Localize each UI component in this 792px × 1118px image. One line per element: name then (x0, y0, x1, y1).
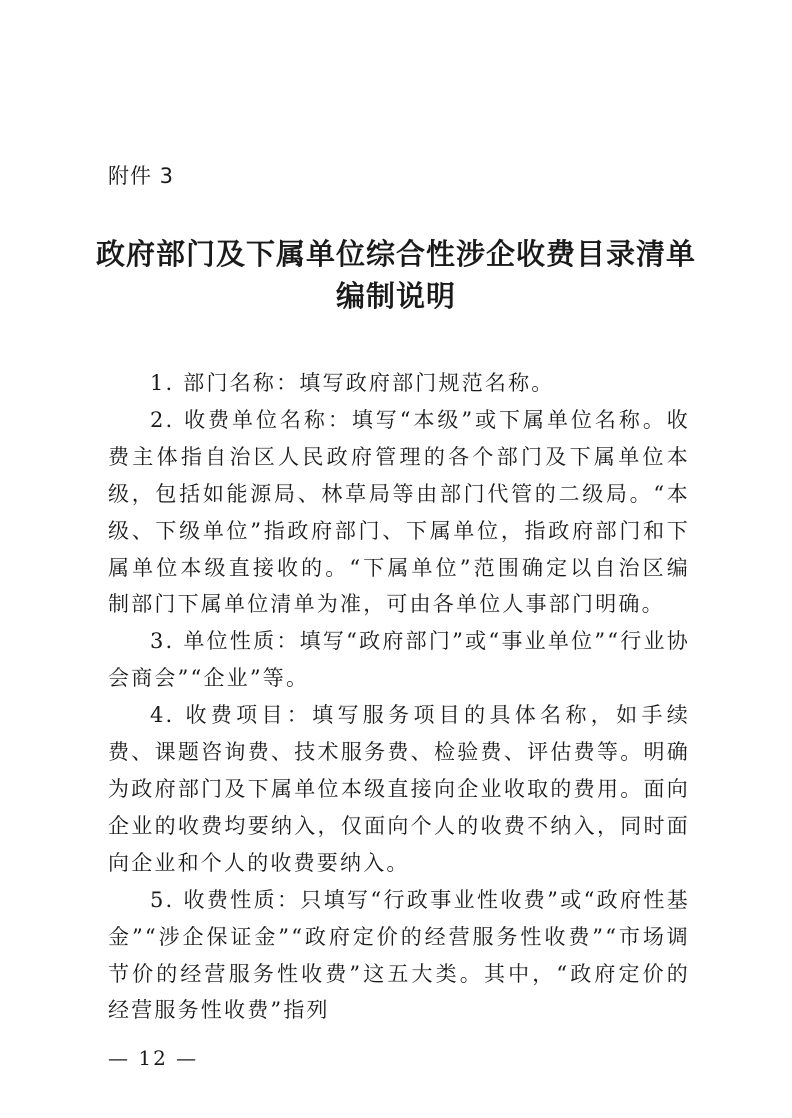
page-number: — 12 — (108, 1046, 199, 1070)
paragraph-charging-unit: 2. 收费单位名称：填写“本级”或下属单位名称。收费主体指自治区人民政府管理的各个部门及下属单位本级，包括如能源局、林草局等由部门代管的二级局。“本级、下级单位”指政府部门、下属单位，指政府部门和下属单位本级直接收的。“下属单位”范围确定以自治区编制部门下属单位清单为准，可由各单位人事部门明确。 (108, 407, 690, 617)
document-body (108, 365, 690, 1029)
paragraph-unit-nature: 3. 单位性质：填写“政府部门”或“事业单位”“行业协会商会”“企业”等。 (108, 629, 690, 691)
document-title-line-1: 政府部门及下属单位综合性涉企收费目录清单 (95, 237, 696, 271)
paragraph-department-name: 1. 部门名称：填写政府部门规范名称。 (150, 371, 555, 395)
paragraph-charge-item: 4. 收费项目：填写服务项目的具体名称，如手续费、课题咨询费、技术服务费、检验费、评估费等。明确为政府部门及下属单位本级直接向企业收取的费用。面向企业的收费均要纳入，仅面向个人的收费不纳入，同时面向企业和个人的收费要纳入。 (108, 703, 690, 875)
document-title-line-2: 编制说明 (335, 279, 456, 313)
paragraph-charge-nature: 5. 收费性质：只填写“行政事业性收费”或“政府性基金”“涉企保证金”“政府定价的经营服务性收费”“市场调节价的经营服务性收费”这五大类。其中，“政府定价的经营服务性收费”指列 (108, 887, 690, 1023)
attachment-label: 附件 3 (108, 164, 175, 188)
